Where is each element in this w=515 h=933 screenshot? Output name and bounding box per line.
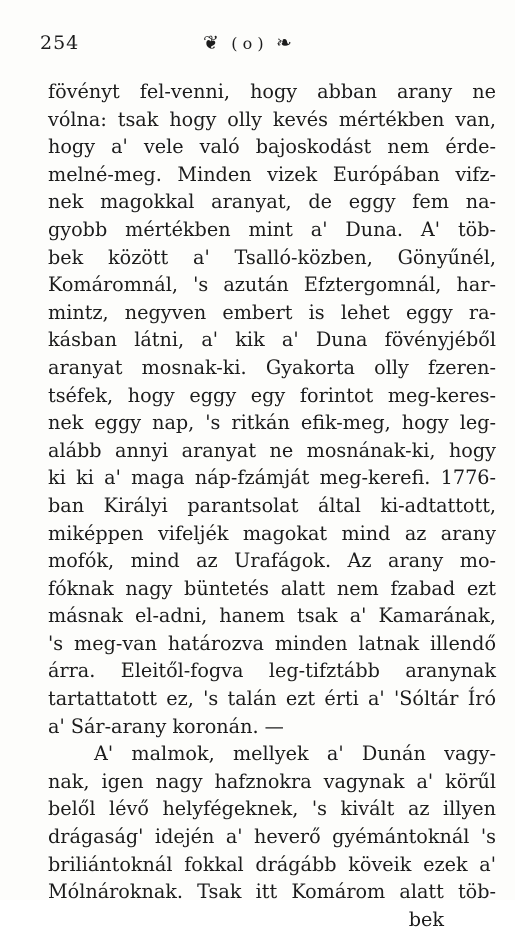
page-header: [40, 30, 480, 70]
text-line: tséfek, hogy eggy egy forintot meg-keres-: [48, 383, 496, 407]
text-line: alább annyi aranyat ne mosnának-ki, hogy: [48, 438, 496, 462]
text-line: aranyat mosnak-ki. Gyakorta olly fzeren-: [48, 355, 496, 379]
text-line: mofók, mind az Urafágok. Az arany mo-: [48, 549, 496, 573]
text-line: másnak el-adni, hanem tsak a' Kamarának,: [48, 604, 496, 628]
text-line: hogy a' vele való bajoskodást nem érde-: [48, 135, 496, 159]
text-line: nek eggy nap, 's ritkán efik-meg, hogy leg-: [48, 411, 496, 435]
text-line: gyobb mértékben mint a' Duna. A' töb-: [48, 217, 496, 241]
fleuron-right-icon: ❧: [275, 32, 292, 54]
text-line: 's meg-van határozva minden latnak illendő: [48, 631, 496, 655]
text-line-paragraph-start: A' malmok, mellyek a' Dunán vagy-: [94, 742, 496, 766]
text-line: bek között a' Tsalló-közben, Gönyűnél,: [48, 245, 496, 269]
page-number: 254: [40, 32, 80, 54]
text-line: árra. Eleitől-fogva leg-tifztább aranynak: [48, 659, 496, 683]
text-line: briliántoknál fokkal drágább köveik ezek a': [48, 852, 496, 876]
text-line-paragraph-end: a' Sár-arany koronán. —: [48, 714, 284, 738]
text-line: fóknak nagy büntetés alatt nem fzabad ezt: [48, 576, 496, 600]
fleuron-left-icon: ❦: [203, 32, 219, 54]
text-line: Komáromnál, 's azután Efztergomnál, har-: [48, 273, 496, 297]
text-line: fövényt fel-venni, hogy abban arany ne: [48, 80, 496, 103]
text-line: nak, igen nagy hafznokra vagynak a' körűl: [48, 769, 496, 793]
header-ornament: [203, 30, 292, 54]
ornament-mid: ( o ): [231, 34, 264, 53]
text-line: nek magokkal aranyat, de eggy fem na-: [48, 190, 496, 214]
text-line: tartattatott ez, 's talán ezt érti a' 'Sóltár Író: [48, 687, 496, 711]
text-line: mintz, negyven embert is lehet eggy ra-: [48, 300, 496, 324]
text-line: vólna: tsak hogy olly kevés mértékben van,: [48, 107, 496, 131]
text-line: kásban látni, a' kik a' Duna fövényjéből: [48, 328, 496, 352]
text-line: ki ki a' maga náp-fzámját meg-kerefi. 1776-: [48, 466, 496, 490]
text-line: drágaság' idején a' heverő gyémántoknál 's: [48, 825, 496, 849]
catchword: bek: [408, 907, 444, 931]
text-line: melné-meg. Minden vizek Európában vifz-: [48, 162, 496, 186]
text-line: Mólnároknak. Tsak itt Komárom alatt töb-: [48, 880, 496, 904]
text-line: miképpen vifeljék magokat mind az arany: [48, 521, 496, 545]
body-text: [48, 78, 496, 933]
text-line: belől lévő helyfégeknek, 's kivált az illyen: [48, 797, 496, 821]
text-line: ban Királyi parantsolat által ki-adtattott,: [48, 493, 496, 517]
